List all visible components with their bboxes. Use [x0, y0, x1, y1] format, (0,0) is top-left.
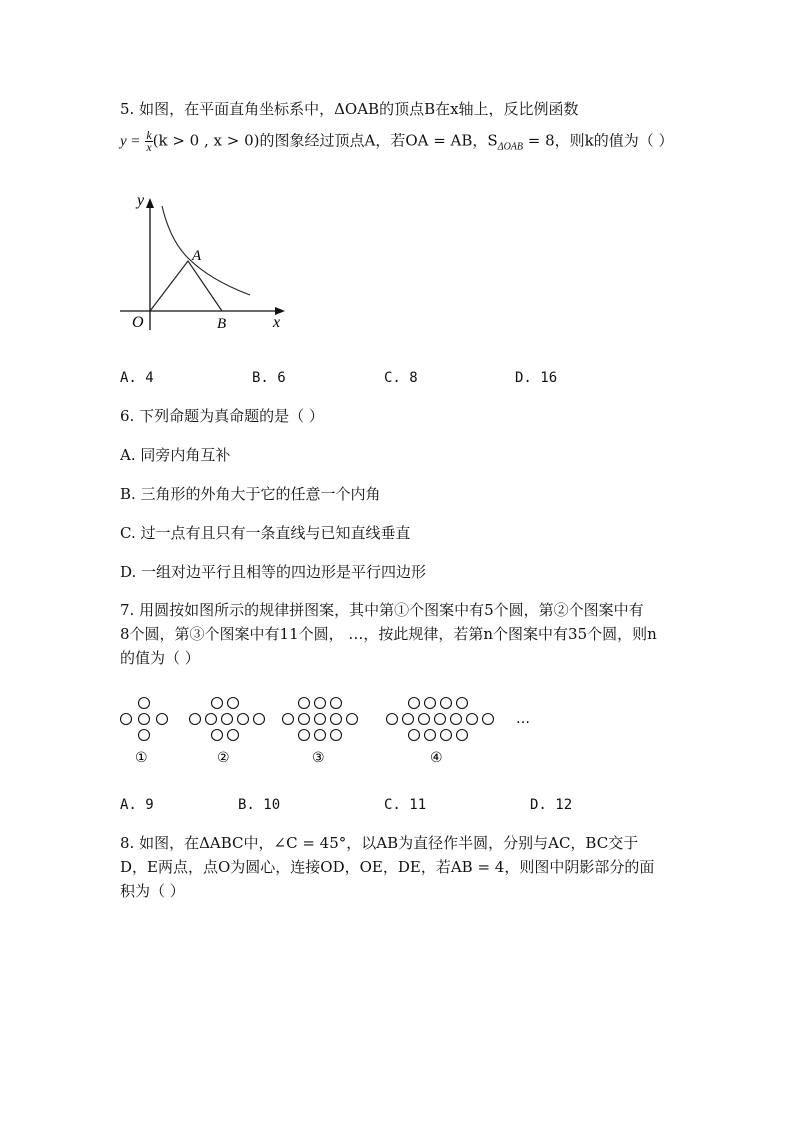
q5-triangle [150, 261, 222, 311]
q5-x-label: x [273, 314, 281, 331]
q5-y-label: y [137, 192, 145, 209]
q5-frac-num: k [146, 128, 152, 142]
q5-fn-y: y = [120, 133, 141, 150]
q5-stem-line2-rest: (k > 0 , x > 0)的图象经过顶点A，若OA = AB，S [152, 131, 498, 150]
q5-stem-line1: 5. 如图，在平面直角坐标系中，ΔOAB的顶点B在x轴上，反比例函数 [120, 100, 579, 118]
q5-option-a[interactable]: A. 4 [120, 370, 154, 386]
q6-option-c[interactable]: C. 过一点有且只有一条直线与已知直线垂直 [120, 524, 411, 542]
q7-label-4: ④ [430, 750, 443, 766]
q7-label-2: ② [217, 750, 230, 766]
q7-label-1: ① [135, 750, 148, 766]
q5-stem-line2-end: = 8，则k的值为（ ） [523, 131, 674, 150]
q7-option-a[interactable]: A. 9 [120, 797, 154, 813]
q5-a-label: A [192, 248, 202, 264]
q5-o-label: O [132, 314, 144, 331]
q5-frac-den: x [146, 140, 152, 154]
q5-graph [110, 180, 300, 340]
q5-fraction [145, 130, 152, 153]
q7-stem-line1: 7. 用圆按如图所示的规律拼图案，其中第①个图案中有5个圆，第②个图案中有 [120, 601, 644, 619]
q7-ellipsis: … [516, 711, 530, 727]
q8-stem-line3: 积为（ ） [120, 882, 185, 900]
q7-option-b[interactable]: B. 10 [238, 797, 281, 813]
q7-stem-line3: 的值为（ ） [120, 649, 200, 667]
q7-label-3: ③ [312, 750, 325, 766]
q8-stem-line2: D，E两点，点O为圆心，连接OD，OE，DE，若AB = 4，则图中阴影部分的面 [120, 858, 655, 876]
q7-option-c[interactable]: C. 11 [384, 797, 427, 813]
q5-b-label: B [217, 316, 227, 332]
q8-stem-line1: 8. 如图，在ΔABC中，∠C = 45°，以AB为直径作半圆，分别与AC，BC交于 [120, 834, 639, 852]
q7-option-d[interactable]: D. 12 [530, 797, 573, 813]
q7-stem-line2: 8个圆，第③个图案中有11个圆， …，按此规律，若第n个图案中有35个圆，则n [120, 625, 657, 643]
q6-option-a[interactable]: A. 同旁内角互补 [120, 446, 231, 464]
q6-option-b[interactable]: B. 三角形的外角大于它的任意一个内角 [120, 485, 381, 503]
q5-option-c[interactable]: C. 8 [384, 370, 418, 386]
q6-option-d[interactable]: D. 一组对边平行且相等的四边形是平行四边形 [120, 563, 427, 581]
q7-circle-patterns [110, 690, 550, 770]
q5-hyperbola [162, 206, 250, 295]
q5-option-b[interactable]: B. 6 [252, 370, 286, 386]
q6-stem: 6. 下列命题为真命题的是（ ） [120, 407, 324, 425]
q5-subscript: ΔOAB [497, 141, 524, 153]
q5-option-d[interactable]: D. 16 [515, 370, 558, 386]
q5-stem-line2 [120, 130, 674, 158]
